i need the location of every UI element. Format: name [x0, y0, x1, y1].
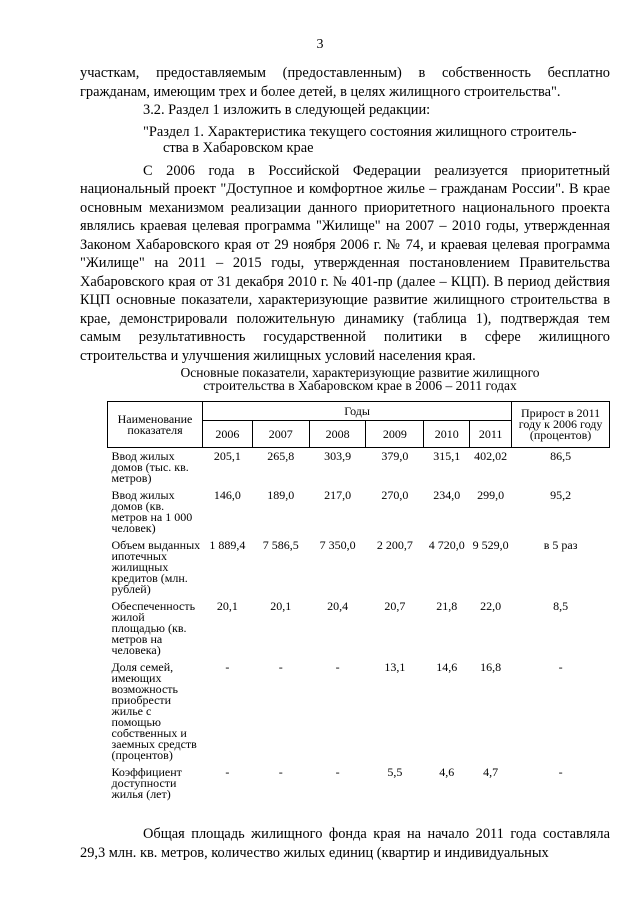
cell-growth: -: [558, 765, 563, 779]
cell-value: 9 529,0: [472, 538, 509, 552]
year-cell: 2008: [309, 421, 366, 448]
cell-value: 7 350,0: [319, 538, 356, 552]
cell-value: -: [225, 660, 230, 674]
cell-value: 234,0: [433, 488, 461, 502]
intro-line-2: гражданам, имеющим трех и более детей, в целях жилищного строительства".: [80, 83, 561, 100]
table-row: [108, 487, 610, 537]
cell-value: 20,4: [327, 599, 349, 613]
cell-value: 303,9: [324, 449, 352, 463]
table-header-row: [108, 402, 610, 421]
year-cell: 2006: [202, 421, 252, 448]
table-row: [108, 537, 610, 598]
row-name: Ввод жилых домов (тыс. кв. метров): [111, 449, 189, 485]
cell-growth: 8,5: [553, 599, 569, 613]
cell-growth: в 5 раз: [543, 538, 578, 552]
year-cell: 2009: [366, 421, 424, 448]
header-growth: Прирост в 2011 году к 2006 году (процентов): [512, 402, 610, 448]
header-years: Годы: [202, 402, 511, 421]
cell-value: -: [335, 765, 340, 779]
cell-value: 379,0: [381, 449, 409, 463]
cell-value: -: [225, 765, 230, 779]
indicators-table: [107, 401, 610, 803]
closing-block: [80, 825, 610, 862]
cell-value: 4 720,0: [428, 538, 465, 552]
table-caption-line-2: строительства в Хабаровском крае в 2006 – 2011 годах: [203, 378, 517, 393]
cell-value: 5,5: [387, 765, 403, 779]
cell-value: 16,8: [480, 660, 502, 674]
row-name: Ввод жилых домов (кв. метров на 1 000 человек): [111, 488, 193, 535]
year-cell: 2010: [424, 421, 470, 448]
cell-value: 4,6: [439, 765, 455, 779]
cell-growth: 95,2: [550, 488, 572, 502]
section-heading: [80, 124, 610, 156]
cell-value: 20,1: [216, 599, 238, 613]
cell-value: 217,0: [324, 488, 352, 502]
cell-value: 205,1: [213, 449, 241, 463]
cell-growth: -: [558, 660, 563, 674]
cell-value: 20,1: [270, 599, 292, 613]
table-row: [108, 448, 610, 488]
cell-value: 265,8: [267, 449, 295, 463]
cell-value: 22,0: [480, 599, 502, 613]
intro-block: [80, 64, 610, 365]
row-name: Коэффициент доступности жилья (лет): [111, 765, 182, 801]
table-caption-line-1: Основные показатели, характеризующие развитие жилищного: [180, 365, 540, 380]
header-indicator-name: Наименование показателя: [108, 402, 203, 448]
table-row: [108, 659, 610, 764]
year-cell: 2007: [252, 421, 309, 448]
row-name: Обеспеченность жилой площадью (кв. метров на человека): [111, 599, 196, 657]
page-number: 3: [316, 37, 324, 52]
row-name: Доля семей, имеющих возможность приобрести жилье с помощью собственных и заемных средств (процентов): [111, 660, 197, 762]
table-row: [108, 598, 610, 659]
cell-value: 270,0: [381, 488, 409, 502]
main-paragraph: С 2006 года в Российской Федерации реализуется приоритетный национальный проект "Доступное и комфортное жилье – гражданам России". В крае основным механизмом реализации данного приоритетного национального проекта являлись краевая целевая программа "Жилище" на 2007 – 2010 годы, утвержденная Законом Хабаровского края от 29 ноября 2006 г. № 74, и краевая целевая программа "Жилище" на 2011 – 2015 годы, утвержденная постановлением Правительства Хабаровского края от 31 декабря 2010 г. № 401-пр (далее – КЦП). В период действия КЦП основные показатели, характеризующие развитие жилищного строительства в крае, демонстрировали положительную динамику (таблица 1), подтверждая тем самым результативность государственной политики в сфере жилищного строительства и улучшения жилищных условий населения края.: [80, 162, 610, 364]
cell-value: 1 889,4: [209, 538, 246, 552]
cell-value: -: [278, 765, 283, 779]
table-caption: [140, 366, 580, 392]
amendment-item: 3.2. Раздел 1 изложить в следующей редакции:: [143, 102, 431, 118]
cell-value: 21,8: [436, 599, 458, 613]
cell-value: 13,1: [384, 660, 406, 674]
cell-value: 315,1: [433, 449, 461, 463]
row-name: Объем выданных ипотечных жилищных кредитов (млн. рублей): [111, 538, 201, 596]
cell-value: 189,0: [267, 488, 295, 502]
cell-value: 4,7: [483, 765, 499, 779]
table-row: [108, 764, 610, 803]
cell-value: 402,02: [474, 449, 508, 463]
cell-growth: 86,5: [550, 449, 572, 463]
cell-value: 299,0: [477, 488, 505, 502]
cell-value: 146,0: [213, 488, 241, 502]
closing-paragraph: Общая площадь жилищного фонда края на начало 2011 года составляла 29,3 млн. кв. метров, количество жилых единиц (квартир и индивидуальных: [80, 826, 610, 861]
section-heading-line-2: ства в Хабаровском крае: [163, 139, 314, 156]
cell-value: 2 200,7: [376, 538, 413, 552]
intro-line-1: участкам, предоставляемым (предоставленным) в собственность бесплатно: [80, 65, 610, 81]
cell-value: 20,7: [384, 599, 406, 613]
cell-value: 7 586,5: [262, 538, 299, 552]
section-heading-line-1: "Раздел 1. Характеристика текущего состояния жилищного строитель-: [143, 123, 577, 140]
cell-value: 14,6: [436, 660, 458, 674]
year-cell: 2011: [470, 421, 512, 448]
cell-value: -: [278, 660, 283, 674]
cell-value: -: [335, 660, 340, 674]
